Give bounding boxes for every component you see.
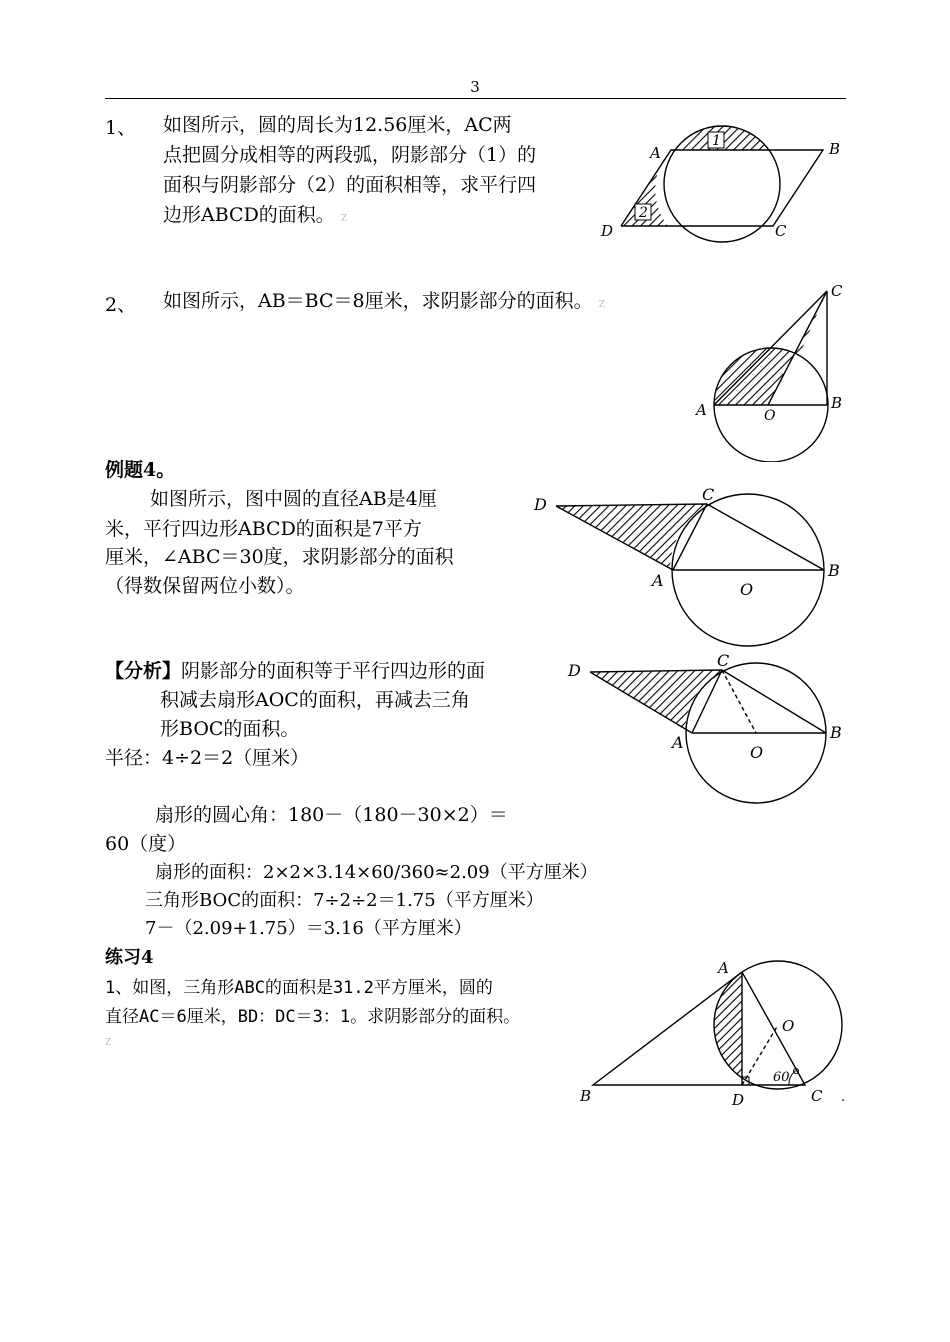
label-O: O: [740, 580, 754, 599]
page-number: 3: [470, 78, 480, 96]
label-A: A: [652, 571, 664, 590]
label-O: O: [750, 743, 764, 762]
practice-4-line-1: 1、如图，三角形ABC的面积是31.2平方厘米，圆的: [105, 978, 493, 998]
label-D: D: [568, 661, 581, 680]
q2-text: 如图所示，AB＝BC＝8厘米，求阴影部分的面积。 Z: [163, 290, 605, 312]
example-4-line-2: 米，平行四边形ABCD的面积是7平方: [105, 518, 422, 540]
analysis-triangle: 三角形BOC的面积：7÷2÷2＝1.75（平方厘米）: [145, 890, 544, 911]
label-C: C: [811, 1087, 823, 1105]
example-4-title: 例题4。: [105, 459, 176, 481]
q1-line-4: 边形ABCD的面积。 Z: [163, 204, 348, 226]
figure-5: [575, 955, 850, 1110]
label-B: B: [831, 394, 843, 412]
analysis-result: 7－（2.09+1.75）＝3.16（平方厘米）: [145, 918, 472, 939]
figure-3: [530, 482, 850, 650]
shaded-region-1: [655, 126, 795, 150]
label-D: D: [601, 222, 614, 240]
analysis-line-2: 积减去扇形AOC的面积，再减去三角: [160, 689, 470, 711]
analysis-line-3: 形BOC的面积。: [160, 718, 300, 740]
label-region-1: 1: [712, 133, 721, 149]
label-angle: 60: [773, 1070, 790, 1085]
label-O: O: [764, 408, 776, 424]
analysis-radius: 半径：4÷2＝2（厘米）: [105, 747, 310, 769]
analysis-angle-1: 扇形的圆心角：180－（180－30×2）＝: [155, 804, 508, 826]
q1-mark: Z: [340, 214, 348, 224]
label-D: D: [534, 495, 547, 514]
label-B: B: [580, 1087, 592, 1105]
label-C: C: [775, 222, 787, 240]
label-C: C: [831, 282, 843, 300]
q2-mark: Z: [598, 300, 605, 310]
stray-dot: .: [841, 1090, 846, 1105]
practice-4-title: 练习4: [105, 947, 154, 968]
analysis-sector: 扇形的面积：2×2×3.14×60/360≈2.09（平方厘米）: [155, 862, 598, 883]
label-A: A: [718, 959, 729, 977]
radius-OC-dashed: [722, 670, 756, 733]
label-C: C: [717, 652, 730, 670]
analysis-line-1: 【分析】阴影部分的面积等于平行四边形的面: [105, 660, 486, 682]
analysis-angle-2: 60（度）: [105, 833, 187, 855]
label-B: B: [829, 140, 841, 158]
label-A: A: [672, 733, 684, 752]
practice-4-mark: Z: [105, 1038, 112, 1048]
q1-line-1: 如图所示，圆的周长为12.56厘米，AC两: [163, 114, 512, 136]
example-4-line-1: 如图所示，图中圆的直径AB是4厘: [150, 488, 437, 510]
triangle-ABC: [593, 972, 805, 1085]
label-B: B: [828, 561, 840, 580]
shaded-region: [590, 670, 722, 733]
figure-1: [595, 118, 845, 248]
label-C: C: [702, 485, 715, 504]
q1-number: 1、: [105, 117, 137, 139]
example-4-line-4: （得数保留两位小数）。: [105, 575, 305, 597]
shaded-region: [556, 504, 707, 570]
example-4-line-3: 厘米，∠ABC＝30度，求阴影部分的面积: [105, 546, 454, 568]
q1-line-2: 点把圆分成相等的两段弧，阴影部分（1）的: [163, 144, 537, 166]
q1-line-3: 面积与阴影部分（2）的面积相等，求平行四: [163, 174, 537, 196]
analysis-label: 【分析】: [105, 660, 182, 682]
label-region-2: 2: [639, 205, 648, 221]
label-A: A: [650, 144, 661, 162]
figure-4: [560, 652, 850, 810]
label-A: A: [696, 401, 707, 419]
label-D: D: [732, 1091, 745, 1109]
practice-4-line-2: 直径AC＝6厘米，BD：DC＝3：1。求阴影部分的面积。: [105, 1007, 521, 1027]
label-O: O: [782, 1017, 795, 1035]
figure-2: [690, 280, 850, 462]
q2-number: 2、: [105, 294, 137, 316]
header-rule: [105, 98, 846, 99]
label-B: B: [830, 723, 842, 742]
